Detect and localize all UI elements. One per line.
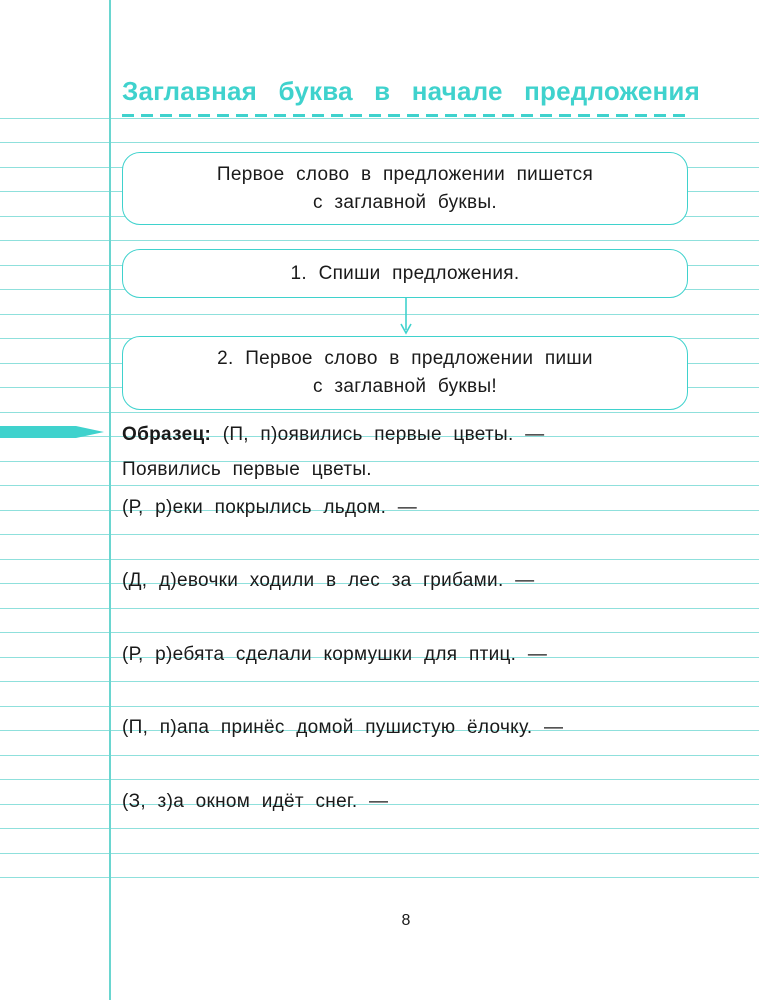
pencil-pointer-icon: [0, 424, 108, 440]
exercise-sentence-1: (Р, р)еки покрылись льдом. —: [122, 497, 418, 518]
sample-line: [122, 424, 544, 446]
ruled-line: [0, 142, 759, 143]
sample-label: Образец:: [122, 424, 212, 445]
rule-line-1: Первое слово в предложении пишется: [216, 164, 594, 185]
ruled-line: [0, 853, 759, 854]
rule-line-2: с заглавной буквы.: [313, 192, 497, 213]
ruled-line: [0, 240, 759, 241]
ruled-line: [0, 877, 759, 878]
margin-line: [109, 0, 111, 1000]
rule-box: [122, 152, 688, 225]
page-title: Заглавная буква в начале предложения: [122, 76, 700, 106]
ruled-line: [0, 632, 759, 633]
arrow-down-icon: [398, 297, 414, 337]
task-box-2: [122, 336, 688, 410]
page-number: 8: [401, 912, 411, 929]
ruled-line: [0, 755, 759, 756]
ruled-line: [0, 534, 759, 535]
task-2-line-2: с заглавной буквы!: [313, 376, 497, 397]
ruled-line: [0, 412, 759, 413]
ruled-line: [0, 706, 759, 707]
sample-text: (П, п)оявились первые цветы. —: [222, 424, 545, 445]
ruled-line: [0, 779, 759, 780]
task-box-1: [122, 249, 688, 298]
ruled-line: [0, 559, 759, 560]
ruled-line: [0, 314, 759, 315]
exercise-sentence-3: (Р, р)ебята сделали кормушки для птиц. —: [122, 644, 548, 665]
ruled-line: [0, 461, 759, 462]
ruled-line: [0, 118, 759, 119]
task-1-text: 1. Спиши предложения.: [290, 263, 520, 284]
title-underline: [122, 114, 690, 117]
ruled-line: [0, 608, 759, 609]
ruled-line: [0, 485, 759, 486]
exercise-sentence-2: (Д, д)евочки ходили в лес за грибами. —: [122, 570, 535, 591]
ruled-line: [0, 681, 759, 682]
exercise-sentence-4: (П, п)апа принёс домой пушистую ёлочку. —: [122, 717, 564, 738]
sample-answer: Появились первые цветы.: [122, 459, 372, 480]
task-2-line-1: 2. Первое слово в предложении пиши: [217, 348, 593, 369]
ruled-line: [0, 828, 759, 829]
exercise-sentence-5: (З, з)а окном идёт снег. —: [122, 791, 389, 812]
